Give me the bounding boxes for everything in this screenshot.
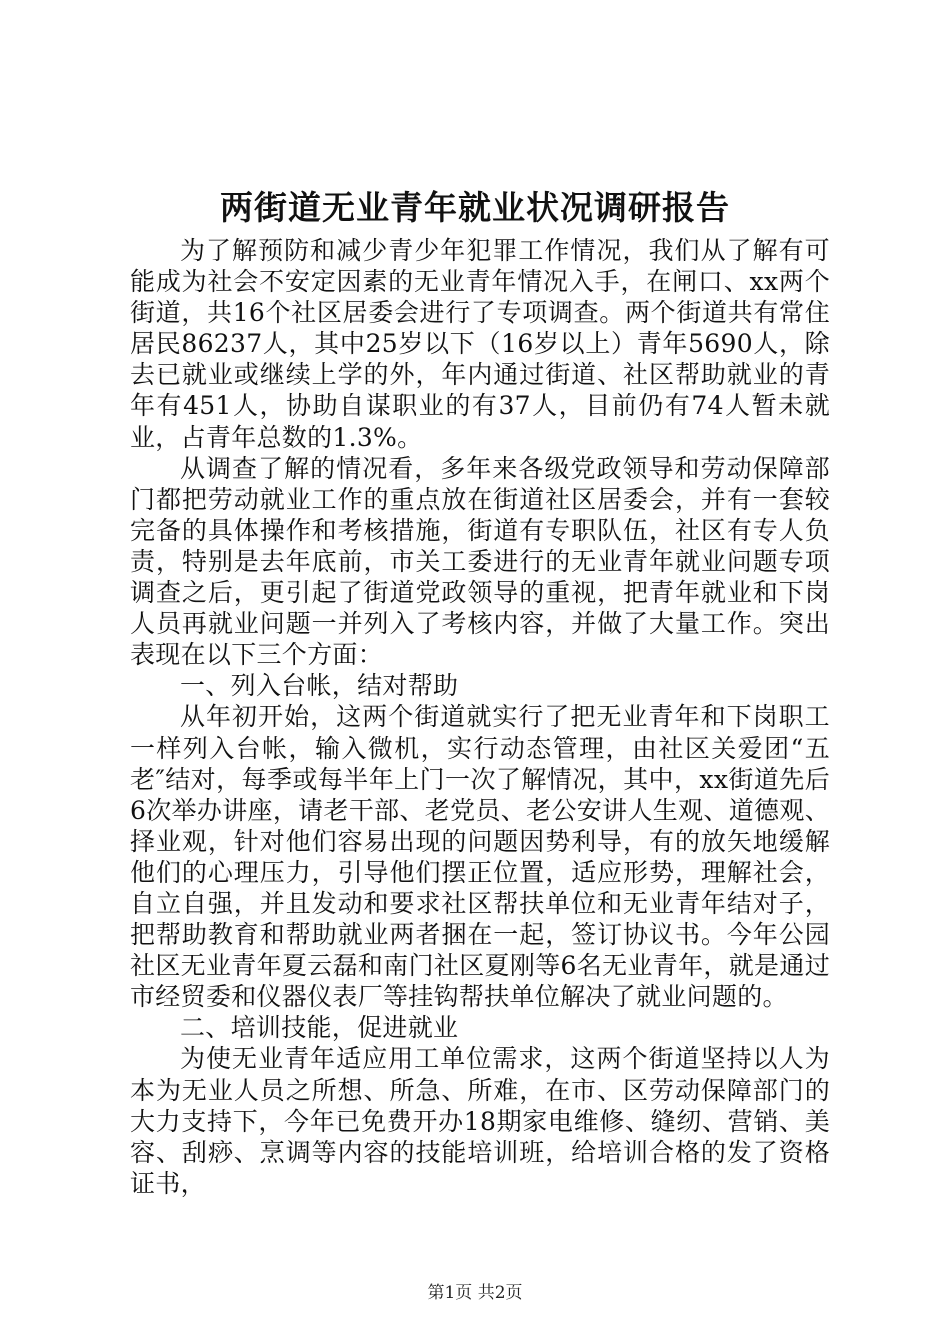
page-footer: 第1页 共2页 [427, 1283, 523, 1303]
document-body [130, 235, 830, 1199]
paragraph-findings: 从调查了解的情况看，多年来各级党政领导和劳动保障部门都把劳动就业工作的重点放在街道社区居委会，并有一套较完备的具体操作和考核措施，街道有专职队伍，社区有专人负责，特别是去年底前，市关工委进行的无业青年就业问题专项调查之后，更引起了街道党政领导的重视，把青年就业和下岗人员再就业问题一并列入了考核内容，并做了大量工作。突出表现在以下三个方面： [130, 453, 830, 670]
paragraph-intro: 为了解预防和减少青少年犯罪工作情况，我们从了解有可能成为社会不安定因素的无业青年情况入手，在闸口、xx两个街道，共16个社区居委会进行了专项调查。两个街道共有常住居民86237人，其中25岁以下（16岁以上）青年5690人，除去已就业或继续上学的外，年内通过街道、社区帮助就业的青年有451人，协助自谋职业的有37人，目前仍有74人暂未就业，占青年总数的1.3%。 [130, 236, 830, 452]
section-heading-2: 二、培训技能，促进就业 [180, 1013, 459, 1043]
document-title: 两街道无业青年就业状况调研报告 [220, 188, 730, 227]
section-heading-1: 一、列入台帐，结对帮助 [180, 671, 459, 701]
paragraph-section-1: 从年初开始，这两个街道就实行了把无业青年和下岗职工一样列入台帐，输入微机，实行动态管理，由社区关爱团“五老″结对，每季或每半年上门一次了解情况，其中，xx街道先后6次举办讲座，请老干部、老党员、老公安讲人生观、道德观、择业观，针对他们容易出现的问题因势利导，有的放矢地缓解他们的心理压力，引导他们摆正位置，适应形势，理解社会，自立自强，并且发动和要求社区帮扶单位和无业青年结对子，把帮助教育和帮助就业两者捆在一起，签订协议书。今年公园社区无业青年夏云磊和南门社区夏刚等6名无业青年，就是通过市经贸委和仪器仪表厂等挂钩帮扶单位解决了就业问题的。 [130, 702, 830, 1012]
paragraph-section-2: 为使无业青年适应用工单位需求，这两个街道坚持以人为本为无业人员之所想、所急、所难，在市、区劳动保障部门的大力支持下，今年已免费开办18期家电维修、缝纫、营销、美容、刮痧、烹调等内容的技能培训班，给培训合格的发了资格证书， [130, 1044, 830, 1198]
